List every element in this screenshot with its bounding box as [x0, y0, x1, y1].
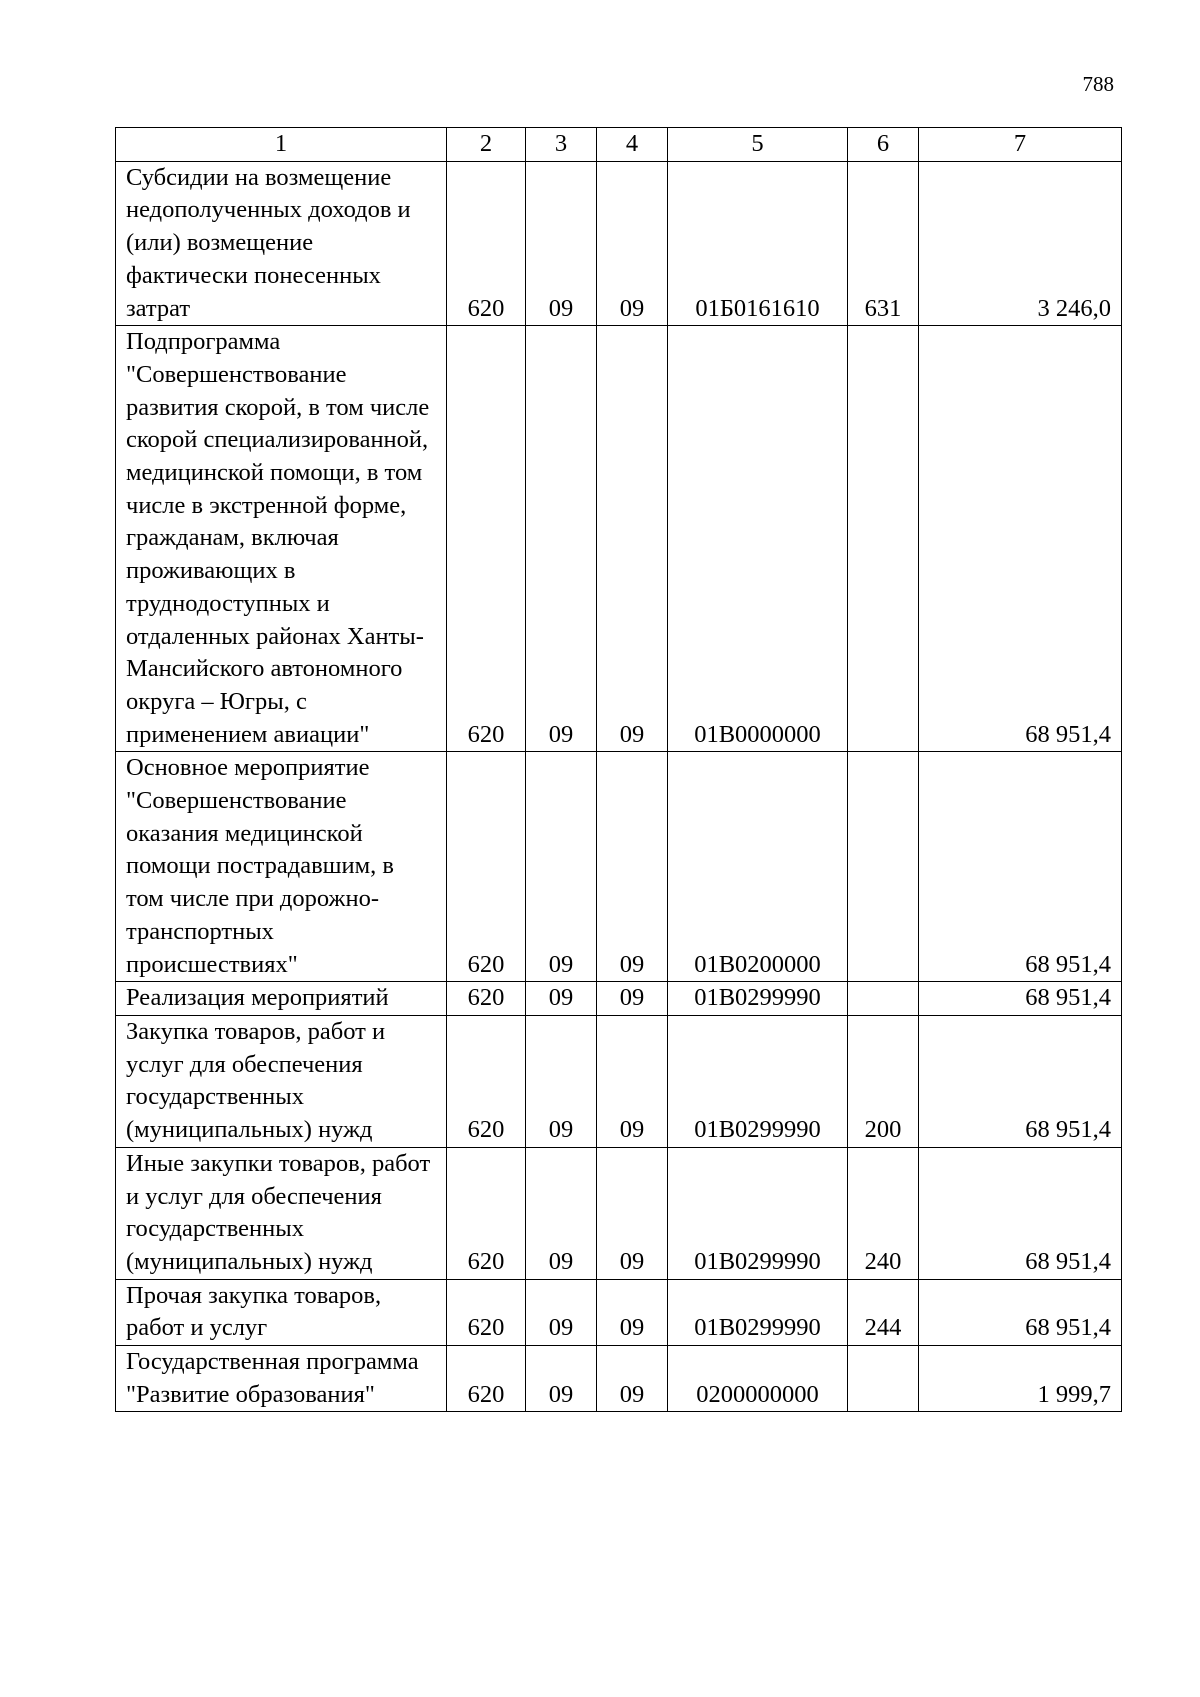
row-name: Закупка товаров, работ и услуг для обеспечения государственных (муниципальных) нужд [116, 1015, 447, 1147]
row-code-5: 01В0299990 [668, 1279, 848, 1345]
row-code-6 [848, 1346, 919, 1412]
row-code-2: 620 [447, 161, 526, 326]
row-code-4: 09 [597, 752, 668, 982]
row-amount: 68 951,4 [919, 752, 1122, 982]
row-code-5: 01Б0161610 [668, 161, 848, 326]
row-code-4: 09 [597, 1346, 668, 1412]
header-col-5: 5 [668, 128, 848, 162]
row-amount: 68 951,4 [919, 982, 1122, 1016]
header-col-7: 7 [919, 128, 1122, 162]
row-name: Субсидии на возмещение недополученных доходов и (или) возмещение фактически понесенных затрат [116, 161, 447, 326]
budget-table [115, 127, 1122, 1412]
row-code-3: 09 [526, 1147, 597, 1279]
header-col-3: 3 [526, 128, 597, 162]
table-row [116, 982, 1122, 1016]
header-col-2: 2 [447, 128, 526, 162]
table-row [116, 1346, 1122, 1412]
row-code-5: 01В0000000 [668, 326, 848, 752]
table-row [116, 161, 1122, 326]
row-code-6 [848, 982, 919, 1016]
row-code-4: 09 [597, 982, 668, 1016]
row-amount: 68 951,4 [919, 1147, 1122, 1279]
row-code-6: 200 [848, 1015, 919, 1147]
row-code-2: 620 [447, 326, 526, 752]
row-name: Основное мероприятие "Совершенствование оказания медицинской помощи пострадавшим, в том числе при дорожно-транспортных происшествиях" [116, 752, 447, 982]
row-code-5: 01В0299990 [668, 1147, 848, 1279]
row-amount: 68 951,4 [919, 1015, 1122, 1147]
row-code-5: 01В0299990 [668, 1015, 848, 1147]
header-col-1: 1 [116, 128, 447, 162]
row-amount: 3 246,0 [919, 161, 1122, 326]
row-code-6 [848, 752, 919, 982]
table-row [116, 752, 1122, 982]
row-name: Прочая закупка товаров, работ и услуг [116, 1279, 447, 1345]
row-amount: 68 951,4 [919, 1279, 1122, 1345]
row-code-3: 09 [526, 1279, 597, 1345]
row-code-2: 620 [447, 982, 526, 1016]
row-name: Реализация мероприятий [116, 982, 447, 1016]
row-code-3: 09 [526, 752, 597, 982]
row-code-2: 620 [447, 1015, 526, 1147]
row-code-4: 09 [597, 161, 668, 326]
row-name: Иные закупки товаров, работ и услуг для обеспечения государственных (муниципальных) нужд [116, 1147, 447, 1279]
row-amount: 1 999,7 [919, 1346, 1122, 1412]
row-code-4: 09 [597, 1015, 668, 1147]
row-code-2: 620 [447, 1346, 526, 1412]
row-code-6: 240 [848, 1147, 919, 1279]
row-code-6: 244 [848, 1279, 919, 1345]
row-code-3: 09 [526, 1015, 597, 1147]
row-code-5: 01В0200000 [668, 752, 848, 982]
header-col-6: 6 [848, 128, 919, 162]
row-code-5: 01В0299990 [668, 982, 848, 1016]
row-code-3: 09 [526, 161, 597, 326]
row-code-3: 09 [526, 1346, 597, 1412]
row-code-2: 620 [447, 1279, 526, 1345]
row-code-4: 09 [597, 1279, 668, 1345]
row-code-2: 620 [447, 1147, 526, 1279]
page-number: 788 [1082, 72, 1114, 96]
row-code-4: 09 [597, 326, 668, 752]
row-code-4: 09 [597, 1147, 668, 1279]
row-code-3: 09 [526, 982, 597, 1016]
table-row [116, 326, 1122, 752]
table-row [116, 1147, 1122, 1279]
row-code-6: 631 [848, 161, 919, 326]
row-name: Государственная программа "Развитие образования" [116, 1346, 447, 1412]
row-amount: 68 951,4 [919, 326, 1122, 752]
row-code-5: 0200000000 [668, 1346, 848, 1412]
row-code-6 [848, 326, 919, 752]
row-code-2: 620 [447, 752, 526, 982]
row-code-3: 09 [526, 326, 597, 752]
table-row [116, 1279, 1122, 1345]
header-col-4: 4 [597, 128, 668, 162]
table-row [116, 1015, 1122, 1147]
table-header-row [116, 128, 1122, 162]
row-name: Подпрограмма "Совершенствование развития скорой, в том числе скорой специализированной, медицинской помощи, в том числе в экстренной форме, гражданам, включая проживающих в труднодоступных и отдаленных районах Ханты-Мансийского автономного округа – Югры, с применением авиации" [116, 326, 447, 752]
